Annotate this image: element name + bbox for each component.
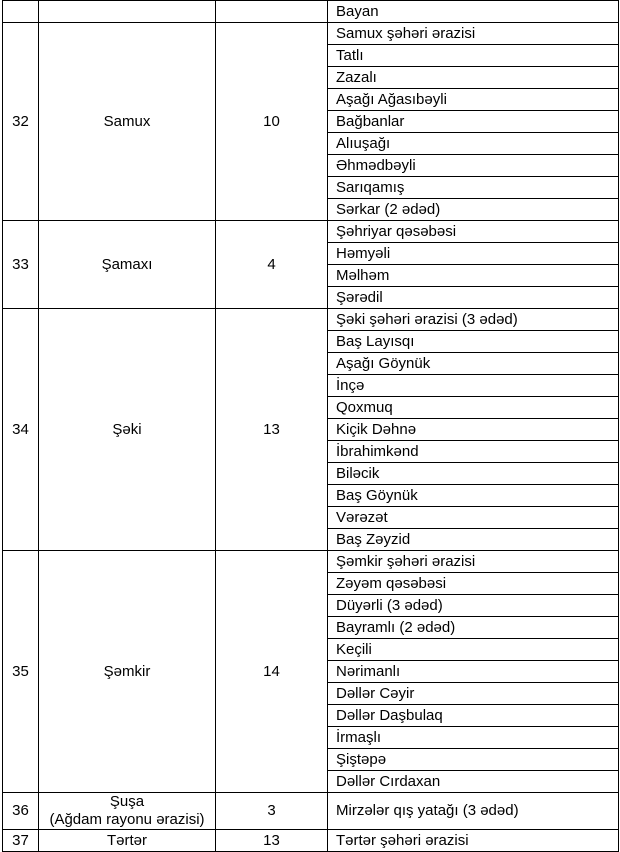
locality-cell: Aşağı Ağasıbəyli [328, 89, 619, 111]
table-row [3, 551, 619, 573]
table-row [3, 309, 619, 331]
locality-cell: Sarıqamış [328, 177, 619, 199]
locality-cell: Alıuşağı [328, 133, 619, 155]
locality-cell: Vərəzət [328, 507, 619, 529]
regions-table [2, 0, 619, 852]
region-name-cell [39, 309, 216, 551]
count-cell: 13 [216, 830, 328, 852]
region-name-line: Samux [103, 112, 151, 130]
region-name-cell [39, 1, 216, 23]
locality-cell: Baş Göynük [328, 485, 619, 507]
locality-cell: Məlhəm [328, 265, 619, 287]
table-row [3, 1, 619, 23]
table-row [3, 23, 619, 45]
locality-cell: Baş Layısqı [328, 331, 619, 353]
region-name-cell [39, 793, 216, 830]
locality-cell: İbrahimkənd [328, 441, 619, 463]
region-name-line: Şamaxı [101, 255, 153, 273]
locality-cell: Mirzələr qış yatağı (3 ədəd) [328, 793, 619, 830]
region-name-cell [39, 551, 216, 793]
region-name-line: Tərtər [106, 831, 147, 849]
locality-cell: Şəhriyar qəsəbəsi [328, 221, 619, 243]
count-cell: 10 [216, 23, 328, 221]
row-number-cell: 35 [3, 551, 39, 793]
locality-cell: Şəki şəhəri ərazisi (3 ədəd) [328, 309, 619, 331]
region-name-cell [39, 23, 216, 221]
row-number-cell [3, 1, 39, 23]
count-cell: 3 [216, 793, 328, 830]
count-cell: 13 [216, 309, 328, 551]
locality-cell: İrmaşlı [328, 727, 619, 749]
locality-cell: Biləcik [328, 463, 619, 485]
region-name-line: (Ağdam rayonu ərazisi) [49, 811, 205, 828]
row-number-cell: 32 [3, 23, 39, 221]
region-name-cell [39, 830, 216, 852]
locality-cell: Əhmədbəyli [328, 155, 619, 177]
region-name-line: Şəmkir [103, 662, 151, 680]
count-cell [216, 1, 328, 23]
locality-cell: Bağbanlar [328, 111, 619, 133]
locality-cell: Tərtər şəhəri ərazisi [328, 830, 619, 852]
locality-cell: Bayramlı (2 ədəd) [328, 617, 619, 639]
locality-cell: Dəllər Cəyir [328, 683, 619, 705]
locality-cell: Baş Zəyzid [328, 529, 619, 551]
locality-cell: Keçili [328, 639, 619, 661]
locality-cell: Tatlı [328, 45, 619, 67]
table-row [3, 221, 619, 243]
locality-cell: Sərkar (2 ədəd) [328, 199, 619, 221]
region-name-line: Şuşa [109, 793, 145, 810]
locality-cell: Samux şəhəri ərazisi [328, 23, 619, 45]
region-name-cell [39, 221, 216, 309]
locality-cell: Aşağı Göynük [328, 353, 619, 375]
row-number-cell: 36 [3, 793, 39, 830]
region-name-line: Şəki [112, 420, 142, 438]
locality-cell: Zazalı [328, 67, 619, 89]
count-cell: 4 [216, 221, 328, 309]
locality-cell: Nərimanlı [328, 661, 619, 683]
row-number-cell: 33 [3, 221, 39, 309]
count-cell: 14 [216, 551, 328, 793]
locality-cell: Dəllər Cırdaxan [328, 771, 619, 793]
locality-cell: Həmyəli [328, 243, 619, 265]
locality-cell: Zəyəm qəsəbəsi [328, 573, 619, 595]
regions-table-body [3, 1, 619, 852]
locality-cell: Şəmkir şəhəri ərazisi [328, 551, 619, 573]
table-row [3, 793, 619, 830]
locality-cell: Kiçik Dəhnə [328, 419, 619, 441]
locality-cell: Düyərli (3 ədəd) [328, 595, 619, 617]
row-number-cell: 37 [3, 830, 39, 852]
locality-cell: İnçə [328, 375, 619, 397]
row-number-cell: 34 [3, 309, 39, 551]
locality-cell: Şiştəpə [328, 749, 619, 771]
locality-cell: Şərədil [328, 287, 619, 309]
locality-cell: Dəllər Daşbulaq [328, 705, 619, 727]
table-row [3, 830, 619, 852]
locality-cell: Qoxmuq [328, 397, 619, 419]
locality-cell: Bayan [328, 1, 619, 23]
